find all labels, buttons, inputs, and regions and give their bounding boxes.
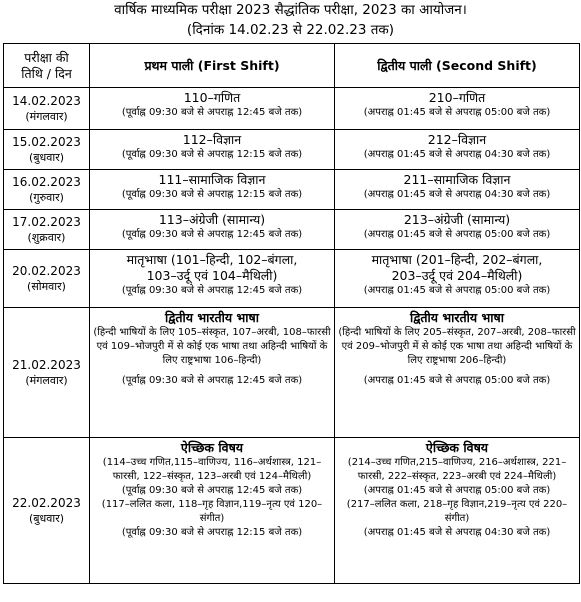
subject: मातृभाषा (101–हिन्दी, 102–बंगला, — [126, 252, 298, 267]
subject-detail: (214–उच्च गणित,215–वाणिज्य, 216–अर्थशास्त्र, 221–फारसी, 222–संस्कृत, 223–अरबी एवं 224–मैथिली) — [347, 457, 567, 482]
second-shift-cell — [335, 170, 580, 210]
table-row — [4, 170, 580, 210]
subject: 213–अंग्रेजी (सामान्य) — [403, 212, 511, 227]
subject: 210–गणित — [428, 90, 486, 105]
time-slot: (पूर्वाह्न 09:30 बजे से अपराह्न 12:45 बजे तक) — [121, 375, 303, 386]
time-slot: (पूर्वाह्न 09:30 बजे से अपराह्न 12:45 बजे तक) — [121, 485, 303, 496]
exam-date: 22.02.2023 — [12, 496, 81, 510]
first-shift-header: प्रथम पाली (First Shift) — [90, 44, 335, 88]
second-shift-cell — [335, 130, 580, 170]
exam-day: (बुधवार) — [28, 512, 65, 525]
exam-day: (मंगलवार) — [25, 374, 68, 387]
exam-date: 16.02.2023 — [12, 175, 81, 189]
time-slot: (अपराह्न 01:45 बजे से अपराह्न 05:00 बजे तक) — [363, 107, 551, 118]
time-slot: (पूर्वाह्न 09:30 बजे से अपराह्न 12:45 बजे तक) — [121, 107, 303, 118]
subject-detail-2: (217–ललित कला, 218–गृह विज्ञान,219–नृत्य एवं 220–संगीत) — [346, 499, 568, 524]
time-slot: (अपराह्न 01:45 बजे से अपराह्न 04:30 बजे तक) — [363, 189, 551, 200]
date-header-line-2: तिथि / दिन — [21, 65, 72, 81]
time-slot: (अपराह्न 01:45 बजे से अपराह्न 05:00 बजे तक) — [363, 375, 551, 386]
first-shift-cell — [90, 308, 335, 438]
date-cell — [4, 308, 90, 438]
date-column-header — [4, 44, 90, 88]
first-shift-cell — [90, 88, 335, 130]
subject-detail-2: (117–ललित कला, 118–गृह विज्ञान,119–नृत्य एवं 120–संगीत) — [101, 499, 323, 524]
time-slot: (पूर्वाह्न 09:30 बजे से अपराह्न 12:15 बजे तक) — [121, 189, 303, 200]
time-slot: (पूर्वाह्न 09:30 बजे से अपराह्न 12:15 बजे तक) — [121, 149, 303, 160]
subject: 103–उर्दू एवं 104–मैथिली) — [146, 268, 278, 283]
subject-detail: (114–उच्च गणित,115–वाणिज्य, 116–अर्थशास्त्र, 121–फारसी, 122–संस्कृत, 123–अरबी एवं 124–मैथिली) — [102, 457, 322, 482]
subject: मातृभाषा (201–हिन्दी, 202–बंगला, — [371, 252, 543, 267]
time-slot-2: (अपराह्न 01:45 बजे से अपराह्न 04:30 बजे तक) — [363, 527, 551, 538]
second-shift-cell — [335, 88, 580, 130]
time-slot: (पूर्वाह्न 09:30 बजे से अपराह्न 12:45 बजे तक) — [121, 229, 303, 240]
second-shift-cell — [335, 250, 580, 308]
document-subtitle: (दिनांक 14.02.23 से 22.02.23 तक) — [186, 22, 395, 38]
first-shift-cell — [90, 210, 335, 250]
exam-date: 15.02.2023 — [12, 135, 81, 149]
table-row — [4, 438, 580, 584]
second-shift-cell — [335, 438, 580, 584]
subject-heading: द्वितीय भारतीय भाषा — [165, 310, 259, 325]
second-shift-cell — [335, 308, 580, 438]
time-slot-2: (पूर्वाह्न 09:30 बजे से अपराह्न 12:15 बजे तक) — [121, 527, 303, 538]
exam-date: 14.02.2023 — [12, 94, 81, 108]
time-slot: (अपराह्न 01:45 बजे से अपराह्न 05:00 बजे तक) — [363, 485, 551, 496]
subject-detail: (हिन्दी भाषियों के लिए 105–संस्कृत, 107–अरबी, 108–फारसी एवं 109–भोजपुरी में से कोई एक भाषा तथा अहिन्दी भाषियों के लिए राष्ट्रभाषा 106–हिन्दी) — [93, 327, 331, 366]
subject-heading: ऐच्छिक विषय — [425, 440, 489, 455]
table-row — [4, 210, 580, 250]
exam-schedule-table — [3, 43, 580, 584]
subject-detail: (हिन्दी भाषियों के लिए 205–संस्कृत, 207–अरबी, 208–फारसी एवं 209–भोजपुरी में से कोई एक भाषा तथा अहिन्दी भाषियों के लिए राष्ट्रभाषा 206–हिन्दी) — [338, 327, 576, 366]
table-header-row — [4, 44, 580, 88]
first-shift-cell — [90, 438, 335, 584]
table-row — [4, 130, 580, 170]
first-shift-cell — [90, 130, 335, 170]
subject: 111–सामाजिक विज्ञान — [158, 172, 266, 187]
date-cell — [4, 88, 90, 130]
subject: 211–सामाजिक विज्ञान — [403, 172, 511, 187]
subject-heading: द्वितीय भारतीय भाषा — [410, 310, 504, 325]
exam-date: 21.02.2023 — [12, 358, 81, 372]
exam-day: (शुक्रवार) — [27, 231, 66, 244]
date-cell — [4, 250, 90, 308]
date-cell — [4, 130, 90, 170]
exam-day: (सोमवार) — [27, 280, 66, 293]
table-row — [4, 88, 580, 130]
date-cell — [4, 438, 90, 584]
first-shift-cell — [90, 170, 335, 210]
exam-day: (गुरुवार) — [29, 191, 64, 204]
table-row — [4, 250, 580, 308]
subject: 110–गणित — [183, 90, 241, 105]
second-shift-header: द्वितीय पाली (Second Shift) — [335, 44, 580, 88]
date-cell — [4, 170, 90, 210]
date-header-line-1: परीक्षा की — [24, 49, 69, 65]
exam-day: (मंगलवार) — [25, 110, 68, 123]
time-slot: (अपराह्न 01:45 बजे से अपराह्न 04:30 बजे तक) — [363, 149, 551, 160]
document-title: वार्षिक माध्यमिक परीक्षा 2023 सैद्धांतिक परीक्षा, 2023 का आयोजन। — [114, 2, 467, 18]
subject: 112–विज्ञान — [182, 132, 242, 147]
subject: 113–अंग्रेजी (सामान्य) — [158, 212, 266, 227]
second-shift-cell — [335, 210, 580, 250]
exam-day: (बुधवार) — [28, 151, 65, 164]
first-shift-cell — [90, 250, 335, 308]
subject: 212–विज्ञान — [427, 132, 487, 147]
exam-date: 20.02.2023 — [12, 264, 81, 278]
subject: 203–उर्दू एवं 204–मैथिली) — [391, 268, 523, 283]
time-slot: (पूर्वाह्न 09:30 बजे से अपराह्न 12:45 बजे तक) — [121, 285, 303, 296]
exam-date: 17.02.2023 — [12, 215, 81, 229]
subject-heading: ऐच्छिक विषय — [180, 440, 244, 455]
time-slot: (अपराह्न 01:45 बजे से अपराह्न 05:00 बजे तक) — [363, 229, 551, 240]
table-row — [4, 308, 580, 438]
time-slot: (अपराह्न 01:45 बजे से अपराह्न 05:00 बजे तक) — [363, 285, 551, 296]
date-cell — [4, 210, 90, 250]
